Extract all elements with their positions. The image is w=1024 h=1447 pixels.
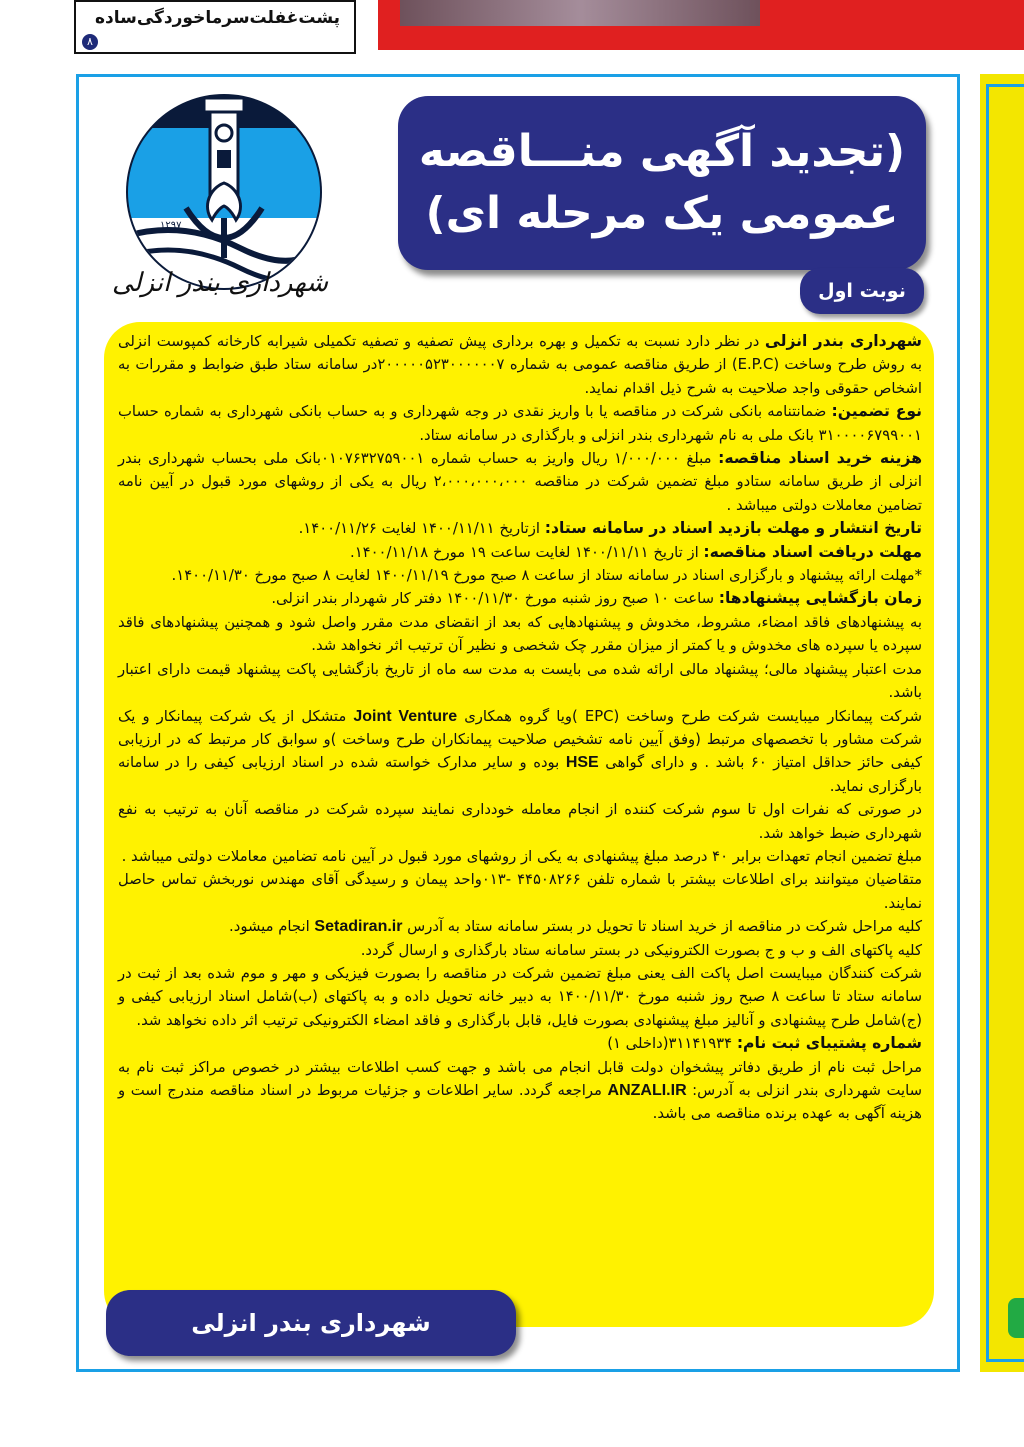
notice-body [118,330,922,1126]
adjacent-ad-strip [980,74,1024,1372]
title-line-1: (تجدید آگهی منـــاقصه [418,126,906,177]
paragraph-intro: شهرداری بندر انزلی در نظر دارد نسبت به تکمیل و بهره برداری پیش تصفیه و تصفیه تکمیلی شیرابه کارخانه کمپوست انزلی به روش طرح وساخت (E.P.C) از طریق مناقصه عمومی به شماره ۲۰۰۰۰۰۵۲۳۰۰۰۰۰۰۷در سامانه ستاد طبق ضوابط و مقررات به اشخاص حقوقی واجد صلاحیت به شرح ذیل اقدام نماید. [118,332,922,397]
header-photo-strip [400,0,760,26]
paragraph-support-number: شماره پشتیبای ثبت نام: ۳۱۱۴۱۹۳۴(داخلی ۱) [607,1034,922,1053]
paragraph-contractor-requirements: شرکت پیمانکار میبایست شرکت طرح وساخت (EPC )ویا گروه همکاری Joint Venture متشکل از یک شرکت پیمانکار و یک شرکت مشاور با تخصصهای مرتبط (وفق آیین نامه تشخیص صلاحیت پیمانکاران طرح وساخت )و سوابق کار مرتبط که در ارزیابی کیفی حائز حداقل امتیاز ۶۰ باشد . و دارای گواهی HSE بوده و سایر مدارک خواسته شده در اسناد ارزیابی کیفی را در سامانه بارگزاری نماید. [118,707,922,795]
title-line-2: عمومی یک مرحله ای) [425,188,899,239]
publication-round-tag: نوبت اول [800,268,924,314]
paragraph-electronic-upload: کلیه پاکتهای الف و ب و ج بصورت الکترونیکی در بستر سامانه ستاد بارگذاری و ارسال گردد. [360,941,922,959]
paragraph-receive-deadline: مهلت دریافت اسناد مناقصه: از تاریخ ۱۴۰۰/۱۱/۱۱ لغایت ساعت ۱۹ مورخ ۱۴۰۰/۱۱/۱۸. [349,542,922,561]
anzali-link[interactable]: ANZALI.IR [607,1082,687,1099]
paragraph-bid-validity: مدت اعتبار پیشنهاد مالی؛ پیشنهاد مالی ارائه شده می بایست به مدت سه ماه از تاریخ بازگشایی پاکت پیشنهاد قیمت دارای اعتبار باشد. [118,660,922,702]
title-banner [398,96,926,270]
paragraph-guarantee-type: نوع تضمین: ضمانتنامه بانکی شرکت در مناقصه یا با واریز نقدی در وجه شهرداری و به حساب بانکی شهرداری به شماره حساب ۳۱۰۰۰۰۶۷۹۹۰۰۱ بانک ملی به نام شهرداری بندر انزلی و بارگذاری در سامانه ستاد. [118,402,922,444]
adjacent-ad-marker [1008,1298,1024,1338]
section-title: پشت‌غفلت‌سرماخوردگی‌ساده [94,8,340,28]
paragraph-publish-date: تاریخ انتشار و مهلت بازدید اسناد در سامانه ستاد: ازتاریخ ۱۴۰۰/۱۱/۱۱ لغایت ۱۴۰۰/۱۱/۲۶. [298,519,922,538]
paragraph-physical-delivery: شرکت کنندگان میبایست اصل پاکت الف یعنی مبلغ تضمین شرکت در مناقصه را بصورت فیزیکی و مهر و موم شده بعد از ثبت در سامانه ستاد تا ساعت ۸ صبح روز شنبه مورخ ۱۴۰۰/۱۱/۳۰ به دبیر خانه تحویل داده و به پاکتهای (ب)شامل اسناد ارزیابی کیفی و (ج)شامل طرح پیشنهادی و آنالیز مبلغ پیشنهادی بصورت فایل، قابل بارگذاری و فاقد امضاء الکترونیکی ترتیب اثر داده نخواهد شد. [118,964,922,1029]
page-number: ۸ [82,34,98,50]
paragraph-performance-guarantee: مبلغ تضمین انجام تعهدات برابر ۴۰ درصد مبلغ پیشنهادی به یکی از روشهای مورد قبول در آیین نامه تضامین معاملات دولتی میباشد . [121,847,922,865]
footer-signature: شهرداری بندر انزلی [106,1290,516,1356]
paragraph-invalid-bids: به پیشنهادهای فاقد امضاء، مشروط، مخدوش و پیشنهادهایی که بعد از انقضای مدت مقرر واصل شود و همچنین پیشنهادهای فاقد سپرده یا سپرده های مخدوش و یا کمتر از میزان مقرر چک شخصی و نظیر آن ترتیب اثر نخواهد شد. [118,613,922,655]
paragraph-contact: متقاضیان میتوانند برای اطلاعات بیشتر با شماره تلفن ۴۴۵۰۸۲۶۶ -۰۱۳واحد پیمان و رسیدگی آقای مهندس نوربخش تماس حاصل نمایند. [118,871,922,912]
paragraph-registration: مراحل ثبت نام از طریق دفاتر پیشخوان دولت قابل انجام می باشد و جهت کسب اطلاعات بیشتر در خصوص مراکز ثبت نام به سایت شهرداری بندر انزلی به آدرس: ANZALI.IR مراجعه گردد. سایر اطلاعات و جزئیات مربوط در اسناد مناقصه مندرج است و هزینه آگهی به عهده برنده مناقصه می باشد. [118,1058,922,1123]
paragraph-document-cost: هزینه خرید اسناد مناقصه: مبلغ ۱/۰۰۰/۰۰۰ ریال واریز به حساب شماره ۰۱۰۷۶۳۲۷۵۹۰۰۱بانک ملی بحساب شهرداری بندر انزلی از طریق سامانه ستادو مبلغ تضمین شرکت در مناقصه ۲،۰۰۰،۰۰۰،۰۰۰ ریال به یکی از روشهای مورد قبول در آیین نامه تضامین معاملات دولتی میباشد . [118,449,923,514]
paragraph-opening-time: زمان بازگشایی پیشنهادها: ساعت ۱۰ صبح روز شنبه مورخ ۱۴۰۰/۱۱/۳۰ دفتر کار شهردار بندر انزلی. [271,589,922,608]
page-header-box [74,0,356,54]
setad-link[interactable]: Setadiran.ir [314,918,403,936]
logo-caption: شهرداری بندر انزلی [111,268,329,298]
paragraph-setad-portal: کلیه مراحل شرکت در مناقصه از خرید اسناد تا تحویل در بستر سامانه ستاد به آدرس Setadiran.ir انجام میشود. [229,918,922,936]
paragraph-forfeit: در صورتی که نفرات اول تا سوم شرکت کننده از انجام معامله خودداری نمایند سپرده شرکت در مناقصه آنان به ترتیب به نفع شهرداری ضبط خواهد شد. [118,801,922,842]
logo-year: ۱۲۹۷ [160,220,182,231]
paragraph-submission-deadline: *مهلت ارائه پیشنهاد و بارگزاری اسناد در سامانه ستاد از ساعت ۸ صبح مورخ ۱۴۰۰/۱۱/۱۹ لغایت ۸ صبح مورخ ۱۴۰۰/۱۱/۳۰. [171,567,922,585]
